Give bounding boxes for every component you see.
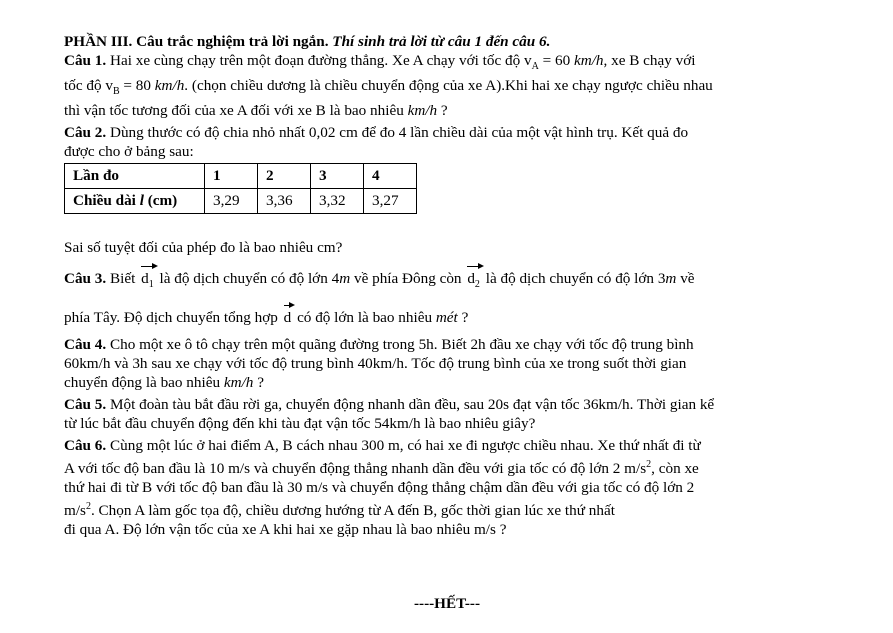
question-6 (64, 436, 830, 539)
q1-unit-1: km/h (574, 52, 604, 69)
q2-label: Câu 2. (64, 124, 107, 142)
q6-line2-b: , còn xe (651, 460, 699, 478)
vector-symbol: d (141, 270, 149, 288)
table-header-row (65, 164, 417, 189)
q5-text: Một đoàn tàu bắt đầu rời ga, chuyển động nhanh dần đều, sau 20s đạt vận tốc 36km/h. Thời gian kể (106, 396, 715, 414)
table-header-cell: 4 (364, 164, 417, 189)
table-header-label: Lần đo (65, 164, 205, 189)
q6-label: Câu 6. (64, 437, 107, 455)
q6-sup-2: 2 (85, 501, 91, 513)
q1-line3-a: thì vận tốc tương đối của xe A đối với xe B là bao nhiêu (64, 102, 408, 120)
section-instruction: Thí sinh trả lời từ câu 1 đến câu 6. (332, 33, 551, 50)
q2-text-2: được cho ở bảng sau: (64, 143, 194, 161)
measurement-table (64, 163, 417, 214)
question-1 (64, 51, 830, 120)
q3-text-a: Biết (106, 270, 140, 288)
vector-symbol: d (467, 270, 475, 288)
q5-label: Câu 5. (64, 396, 107, 414)
q3-text-c: về phía Đông còn (350, 270, 466, 288)
q1-line2-b: = 80 (119, 77, 155, 95)
table-header-cell: 1 (205, 164, 258, 189)
section-title: PHẦN III. Câu trắc nghiệm trả lời ngắn. (64, 33, 329, 50)
question-5 (64, 395, 830, 433)
question-3 (64, 269, 830, 327)
row-label-text: Chiều dài (73, 192, 140, 210)
vector-symbol: d (283, 309, 292, 327)
section-header (64, 32, 830, 51)
q6-line4-b: . Chọn A làm gốc tọa độ, chiều dương hướng từ A đến B, gốc thời gian lúc xe thứ nhất (90, 502, 615, 520)
end-marker: ----HẾT--- (413, 595, 481, 612)
question-4 (64, 335, 830, 392)
q6-line4-a: m/s (64, 502, 86, 520)
q4-line3-b: ? (253, 374, 264, 392)
q3-text-b: là độ dịch chuyển có độ lớn 4 (159, 270, 340, 288)
vector-sub-2: 2 (474, 279, 480, 291)
row-label-symbol: l (139, 192, 144, 210)
vector-d2 (467, 269, 480, 294)
q6-text-5: đi qua A. Độ lớn vận tốc của xe A khi hai xe gặp nhau là bao nhiêu m/s ? (64, 521, 507, 539)
vector-d1 (141, 269, 154, 294)
vector-d (284, 308, 292, 327)
q4-line3-a: chuyển động là bao nhiêu (64, 374, 224, 392)
q6-text: Cùng một lúc ở hai điểm A, B cách nhau 300 m, có hai xe đi ngược chiều nhau. Xe thứ nhất đi từ (106, 437, 701, 455)
q3-text-f: về (676, 270, 695, 288)
q3-unit-1: m (339, 270, 351, 288)
q1-line3-b: ? (437, 102, 448, 120)
q3-line2-b: có độ lớn là bao nhiêu (293, 309, 436, 327)
vector-sub-1: 1 (148, 279, 154, 291)
q3-label: Câu 3. (64, 270, 107, 288)
table-row-label (65, 189, 205, 214)
exam-page (64, 32, 830, 612)
q1-text-c: , xe B chạy với (603, 52, 696, 69)
q1-unit-2: km/h (154, 77, 185, 95)
q1-line2-c: . (chọn chiều dương là chiều chuyển động của xe A).Khi hai xe chạy ngược chiều nhau (184, 77, 713, 95)
q6-line2-a: A với tốc độ ban đầu là 10 m/s và chuyển động thẳng nhanh dần đều với gia tốc có độ lớn 2 m/s (64, 460, 647, 478)
question-2 (64, 123, 830, 257)
q3-unit-met: mét (435, 309, 458, 327)
q1-label: Câu 1. (64, 52, 107, 69)
q1-text-b: = 60 (538, 52, 574, 69)
table-cell: 3,29 (205, 189, 258, 214)
q1-sub-a: A (531, 61, 539, 73)
table-cell: 3,32 (311, 189, 364, 214)
q1-line2-a: tốc độ v (64, 77, 113, 95)
q4-unit: km/h (223, 374, 254, 392)
q5-text-2: từ lúc bắt đầu chuyển động đến khi tàu đạt vận tốc 54km/h là bao nhiêu giây? (64, 415, 536, 433)
table-row (65, 189, 417, 214)
q4-text-2: 60km/h và 3h sau xe chạy với tốc độ trung bình 40km/h. Tốc độ trung bình của xe trong suốt thời gian (64, 355, 687, 373)
table-cell: 3,27 (364, 189, 417, 214)
q6-text-3: thứ hai đi từ B với tốc độ ban đầu là 30 m/s và chuyển động thẳng chậm dần đều với gia tốc có độ lớn 2 (64, 479, 695, 497)
row-label-unit: (cm) (143, 192, 178, 210)
q4-label: Câu 4. (64, 336, 107, 354)
q2-text: Dùng thước có độ chia nhỏ nhất 0,02 cm để đo 4 lần chiều dài của một vật hình trụ. Kết quả đo (106, 124, 689, 142)
q3-unit-2: m (665, 270, 677, 288)
q3-line2-a: phía Tây. Độ dịch chuyển tổng hợp (64, 309, 282, 327)
q1-unit-3: km/h (407, 102, 438, 120)
table-header-cell: 2 (258, 164, 311, 189)
q3-line2-c: ? (457, 309, 469, 327)
q1-text: Hai xe cùng chạy trên một đoạn đường thẳng. Xe A chạy với tốc độ v (110, 52, 532, 69)
q6-sup-1: 2 (646, 459, 652, 471)
table-header-cell: 3 (311, 164, 364, 189)
q4-text: Cho một xe ô tô chạy trên một quãng đường trong 5h. Biết 2h đầu xe chạy với tốc độ trung bình (106, 336, 694, 354)
q3-text-e: là độ dịch chuyển có độ lớn 3 (485, 270, 666, 288)
q2-question: Sai số tuyệt đối của phép đo là bao nhiêu cm? (64, 239, 343, 257)
q1-sub-b: B (112, 86, 120, 98)
table-cell: 3,36 (258, 189, 311, 214)
